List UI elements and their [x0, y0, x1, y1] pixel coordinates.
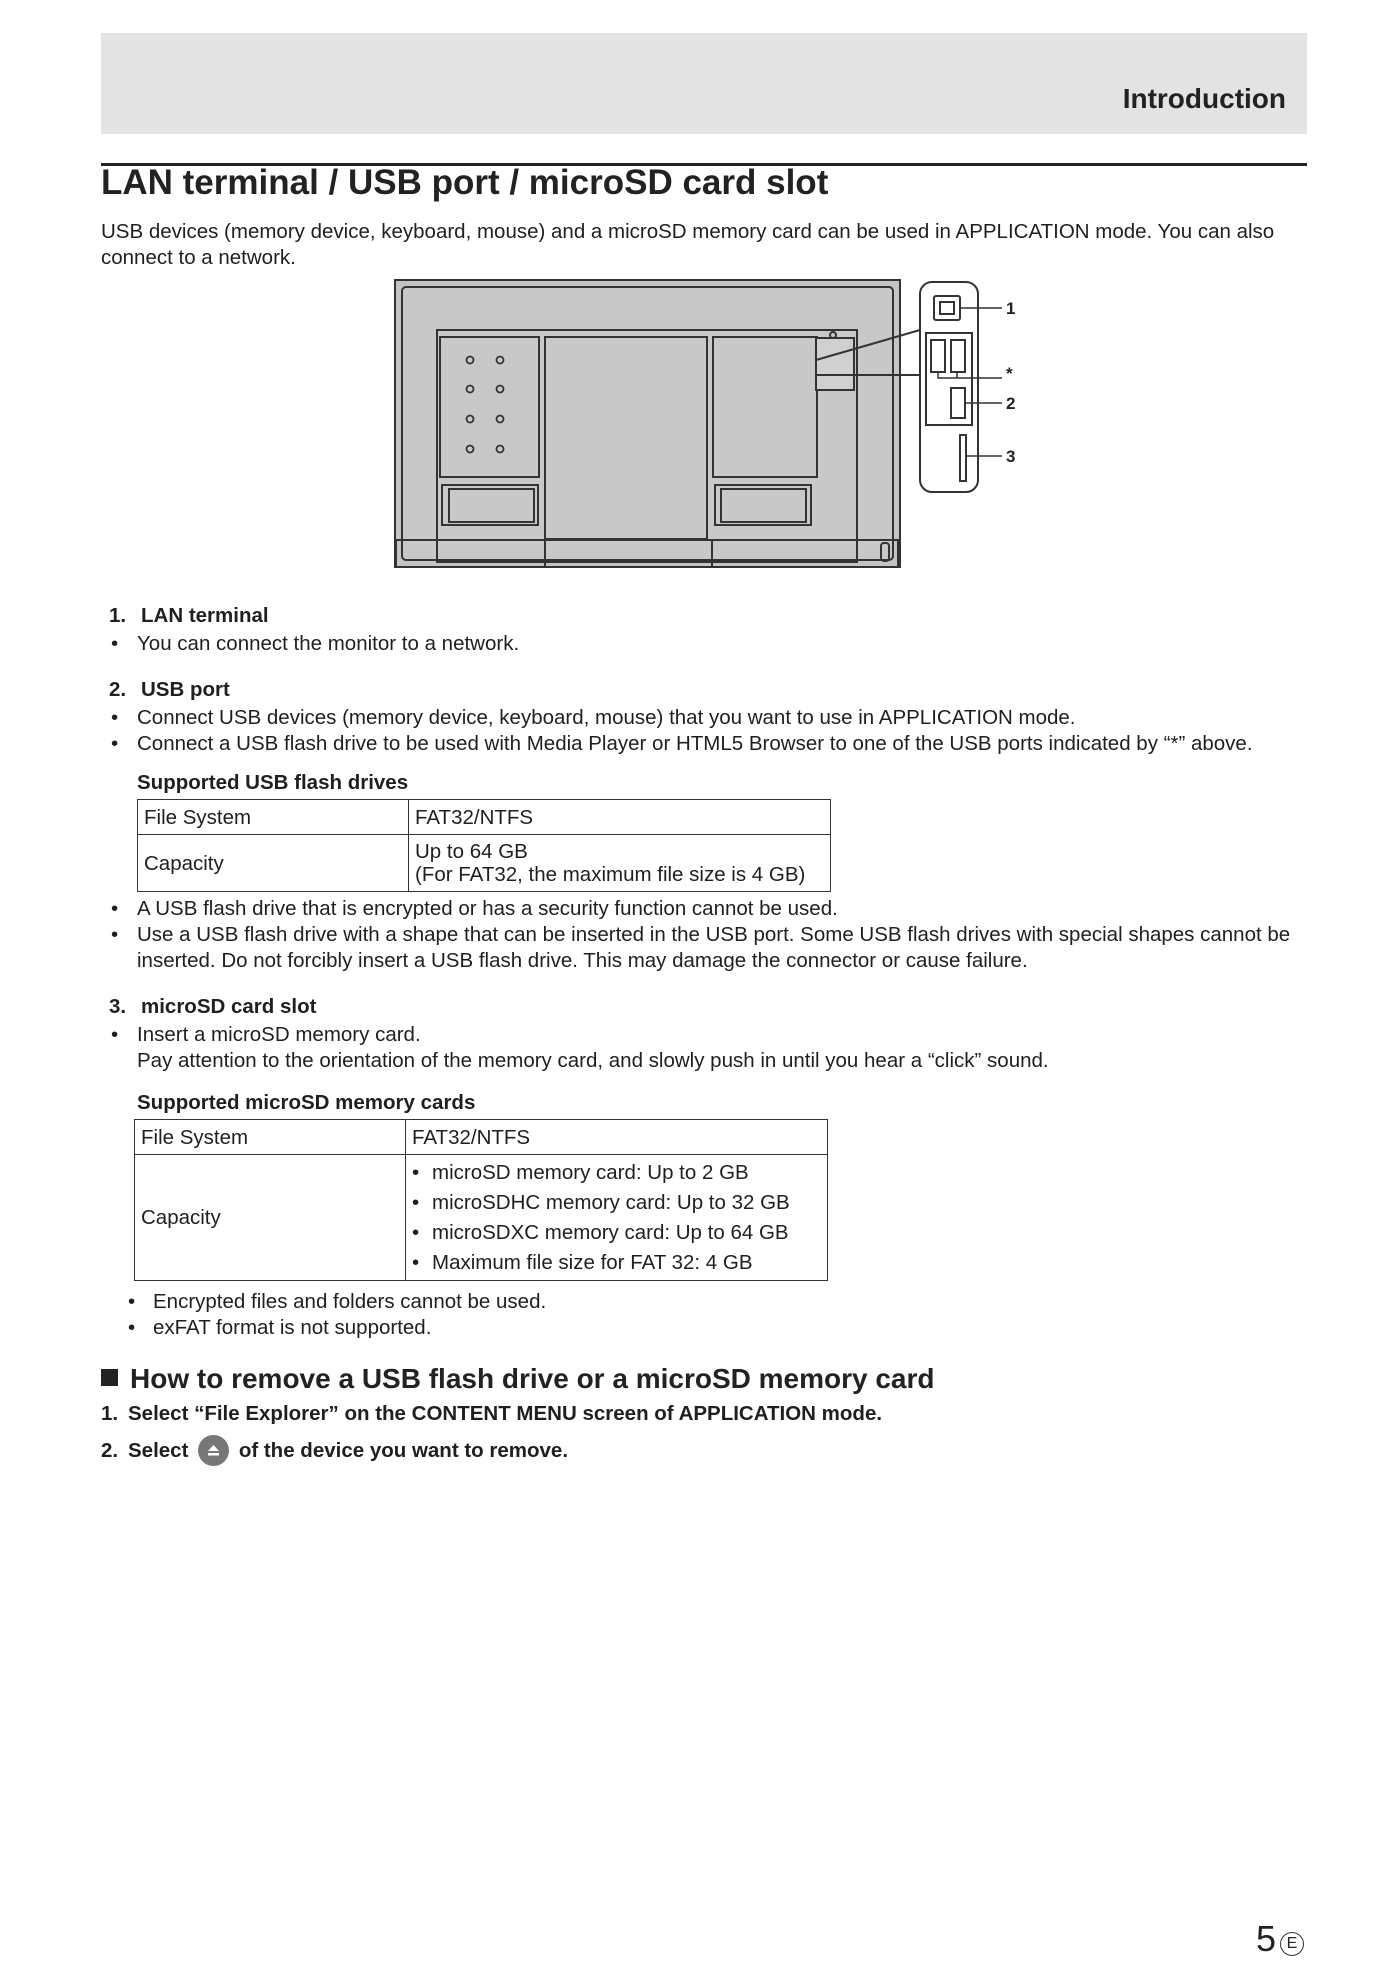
sd-capacity-label: Capacity	[135, 1155, 406, 1281]
callout-2: 2	[1006, 394, 1016, 413]
sd-fs-value: FAT32/NTFS	[406, 1120, 828, 1155]
rear-panel-diagram	[390, 275, 1030, 575]
callout-1: 1	[1006, 299, 1016, 318]
usb-capacity-value: Up to 64 GB (For FAT32, the maximum file size is 4 GB)	[409, 835, 831, 892]
callout-star: *	[1006, 364, 1013, 383]
removal-step-2: 2. Select of the device you want to remove.	[101, 1435, 568, 1466]
header-band	[101, 33, 1307, 134]
eject-icon	[198, 1435, 229, 1466]
usb-capacity-label: Capacity	[138, 835, 409, 892]
page-title: LAN terminal / USB port / microSD card slot	[101, 163, 829, 202]
sd-capacity-item: • microSDXC memory card: Up to 64 GB	[412, 1218, 821, 1248]
usb-spec-table	[137, 799, 831, 892]
callout-3: 3	[1006, 447, 1016, 466]
square-bullet-icon	[101, 1369, 118, 1386]
usb-fs-value: FAT32/NTFS	[409, 800, 831, 835]
intro-paragraph: USB devices (memory device, keyboard, mouse) and a microSD memory card can be used in APPLICATION mode. You can also connect to a network.	[101, 220, 1275, 269]
sd-capacity-item: • microSD memory card: Up to 2 GB	[412, 1158, 821, 1188]
language-badge: E	[1280, 1932, 1304, 1956]
sd-capacity-item: • microSDHC memory card: Up to 32 GB	[412, 1188, 821, 1218]
sd-spec-table	[134, 1119, 828, 1281]
usb-table-heading: Supported USB flash drives	[137, 771, 409, 794]
section-label: Introduction	[1122, 83, 1286, 114]
sd-table-heading: Supported microSD memory cards	[137, 1091, 476, 1114]
removal-step-1: 1. Select “File Explorer” on the CONTENT MENU screen of APPLICATION mode.	[101, 1402, 883, 1425]
sd-capacity-value	[406, 1155, 828, 1281]
item-heading-usb: 2. USB port	[109, 678, 230, 701]
sd-fs-label: File System	[135, 1120, 406, 1155]
page-number: 5 E	[1256, 1918, 1304, 1960]
item-heading-lan: 1. LAN terminal	[109, 604, 269, 627]
sd-capacity-item: • Maximum file size for FAT 32: 4 GB	[412, 1248, 821, 1278]
item-heading-microsd: 3. microSD card slot	[109, 995, 317, 1018]
usb-fs-label: File System	[138, 800, 409, 835]
removal-heading: How to remove a USB flash drive or a microSD memory card	[101, 1363, 934, 1395]
